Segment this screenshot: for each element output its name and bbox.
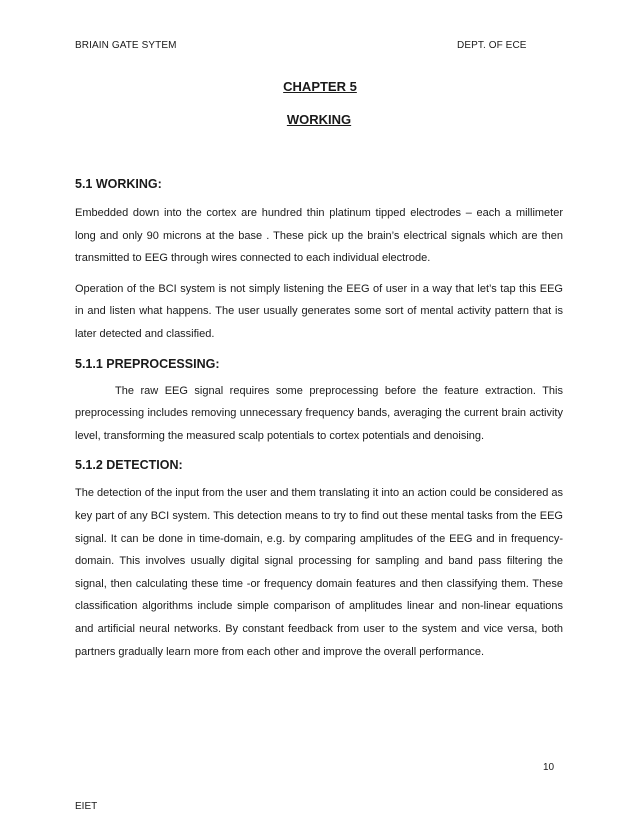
chapter-title: WORKING <box>286 112 352 127</box>
body-content <box>75 177 563 663</box>
header-department: DEPT. OF ECE <box>457 40 527 51</box>
section-heading-detection: 5.1.2 DETECTION: <box>75 458 183 473</box>
paragraph-detection: The detection of the input from the user and them translating it into an action could be considered as key part of any BCI system. This detection means to try to find out these mental tasks from the EEG signal. It can be done in time-domain, e.g. by comparing amplitudes of the EEG and in frequency-domain. This involves usually digital signal processing for sampling and band pass filtering the signal, then calculating these time -or frequency domain features and then classifying them. These classification algorithms include simple comparison of amplitudes linear and non-linear equations and artificial neural networks. By constant feedback from user to the system and vice versa, both partners gradually learn more from each other and improve the overall performance. <box>75 487 563 658</box>
chapter-number: CHAPTER 5 <box>283 79 357 94</box>
header-document-title: BRIAIN GATE SYTEM <box>75 40 177 51</box>
page-number: 10 <box>543 762 555 773</box>
footer-institute: EIET <box>75 801 98 812</box>
paragraph-bci-operation: Operation of the BCI system is not simply listening the EEG of user in a way that let’s tap this EEG in and listen what happens. The user usually generates some sort of mental activity pattern that is later detected and classified. <box>75 282 563 340</box>
section-heading-working: 5.1 WORKING: <box>75 177 162 191</box>
section-heading-preprocessing: 5.1.1 PREPROCESSING: <box>75 356 220 371</box>
paragraph-electrodes: Embedded down into the cortex are hundred thin platinum tipped electrodes – each a millimeter long and only 90 microns at the base . These pick up the brain’s electrical signals which are then transmitted to EEG through wires connected to each individual electrode. <box>75 207 563 265</box>
paragraph-preprocessing: The raw EEG signal requires some preprocessing before the feature extraction. This preprocessing includes removing unnecessary frequency bands, averaging the current brain activity level, transforming the measured scalp potentials to cortex potentials and denoising. <box>75 384 563 442</box>
